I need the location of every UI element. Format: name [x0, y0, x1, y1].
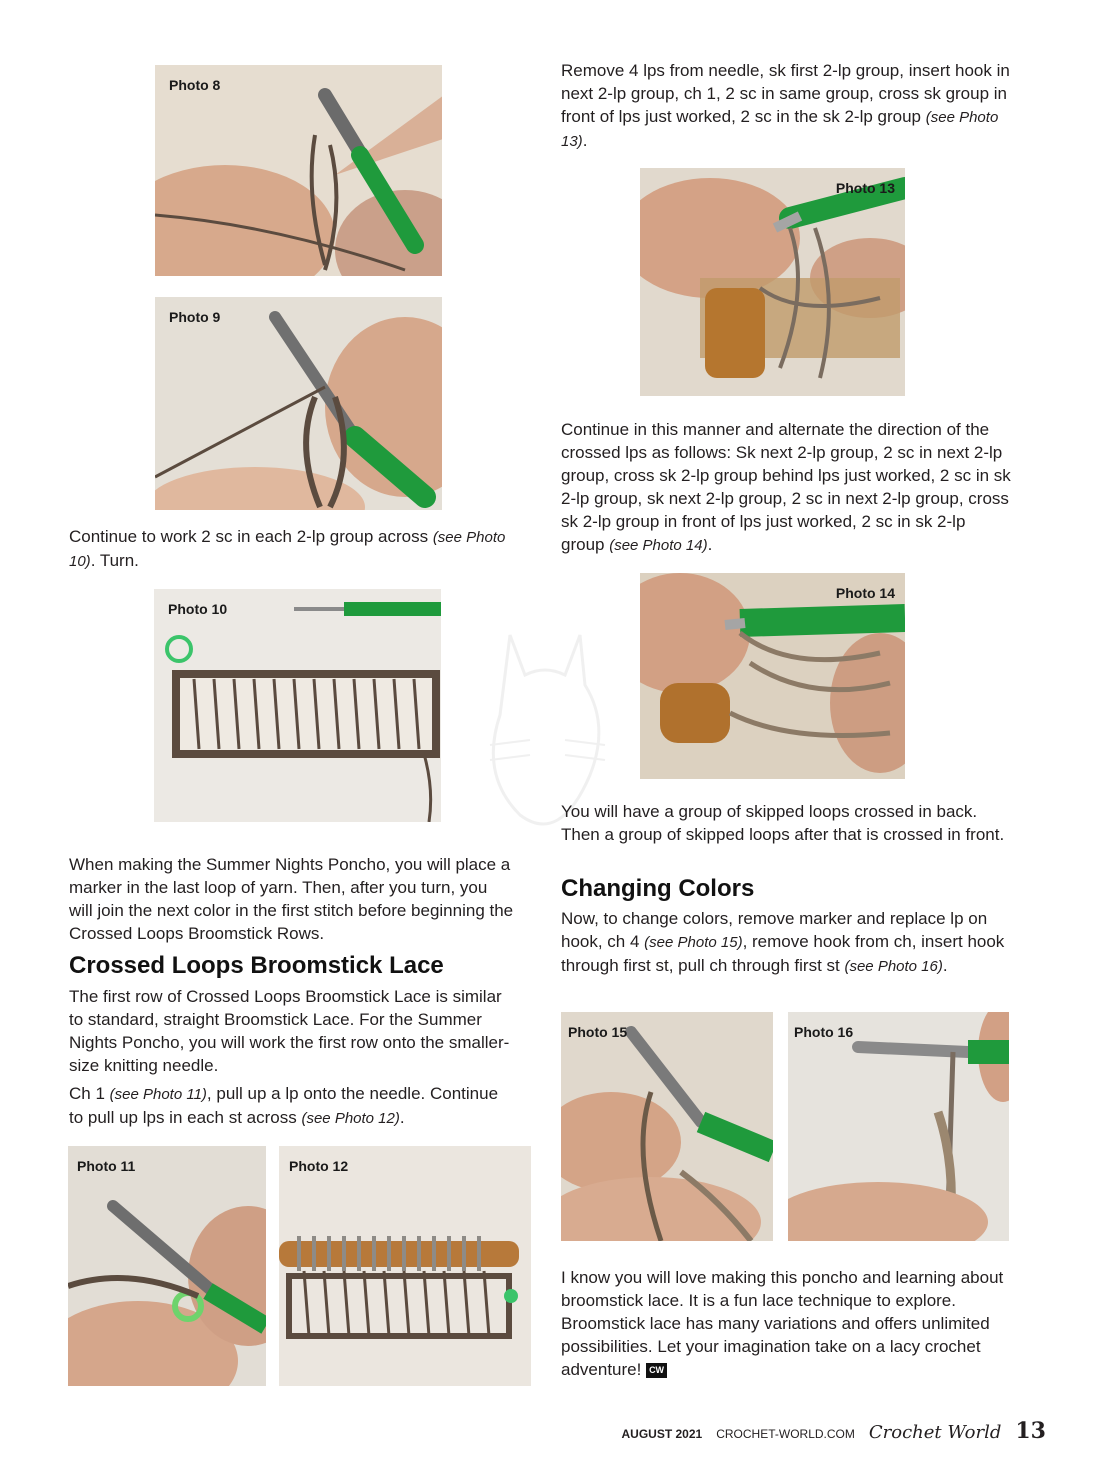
right-paragraph-5: I know you will love making this poncho and learning about broomstick lace. It is a fun lace technique to explore. Broomstick lace has many variations and offers unlimited possibilities. Let your imagination take on a lacy crochet adventure! CW [561, 1268, 1004, 1379]
right-paragraph-1: Remove 4 lps from needle, sk first 2-lp group, insert hook in next 2-lp group, ch 1, 2 sc in same group, cross sk group in front of lps just worked, 2 sc in the sk 2-lp group (see Photo 13). [561, 61, 1010, 150]
heading-crossed-loops: Crossed Loops Broomstick Lace [69, 952, 444, 979]
footer-date: AUGUST 2021 [621, 1427, 703, 1441]
page-footer [622, 1418, 1047, 1444]
photo-11 [68, 1146, 266, 1386]
photo-16-label: Photo 16 [794, 1024, 854, 1040]
left-paragraph-2: When making the Summer Nights Poncho, you will place a marker in the last loop of yarn. Then, after you turn, you will join the next color in the first stitch before beginning the Crossed Loops Broomstick Rows. [69, 855, 514, 943]
cw-logo-icon: CW [646, 1363, 667, 1378]
heading-changing-colors: Changing Colors [561, 875, 755, 902]
left-paragraph-1: Continue to work 2 sc in each 2-lp group across (see Photo 10). Turn. [69, 527, 506, 570]
page-number: 13 [1015, 1418, 1046, 1444]
left-paragraph-3: The first row of Crossed Loops Broomstick Lace is similar to standard, straight Broomstick Lace. For the Summer Nights Poncho, you will work the first row onto the smaller-size knitting needle. [69, 987, 510, 1075]
photo-13-label: Photo 13 [835, 180, 895, 196]
photo-15 [561, 1012, 773, 1241]
left-paragraph-4: Ch 1 (see Photo 11), pull up a lp onto the needle. Continue to pull up lps in each st across (see Photo 12). [69, 1084, 499, 1127]
photo-14-label: Photo 14 [835, 585, 895, 601]
photo-13 [640, 168, 905, 396]
photo-12-label: Photo 12 [289, 1158, 349, 1174]
photo-9-label: Photo 9 [169, 309, 221, 325]
right-paragraph-4: Now, to change colors, remove marker and replace lp on hook, ch 4 (see Photo 15), remove hook from ch, insert hook through first st, pull ch through first st (see Photo 16). [561, 909, 1005, 975]
right-paragraph-2: Continue in this manner and alternate the direction of the crossed lps as follows: Sk next 2-lp group, 2 sc in next 2-lp group, cross sk 2-lp group behind lps just worked, 2 sc in sk 2-lp group, sk next 2-lp group, 2 sc in next 2-lp group, cross sk 2-lp group in front of lps just worked, 2 sc in sk 2-lp group (see Photo 14). [561, 420, 1011, 554]
photo-16 [788, 1012, 1009, 1241]
photo-14 [640, 573, 905, 779]
footer-site: CROCHET-WORLD.COM [716, 1427, 855, 1441]
photo-11-label: Photo 11 [77, 1158, 136, 1174]
photo-8 [155, 65, 442, 276]
photo-15-label: Photo 15 [568, 1024, 628, 1040]
photo-12 [279, 1146, 531, 1386]
right-paragraph-3: You will have a group of skipped loops crossed in back. Then a group of skipped loops after that is crossed in front. [561, 802, 1005, 844]
photo-10 [154, 589, 441, 822]
photo-9 [155, 297, 442, 510]
footer-magazine: Crochet World [868, 1422, 1002, 1443]
photo-10-label: Photo 10 [168, 601, 228, 617]
photo-8-label: Photo 8 [169, 77, 221, 93]
